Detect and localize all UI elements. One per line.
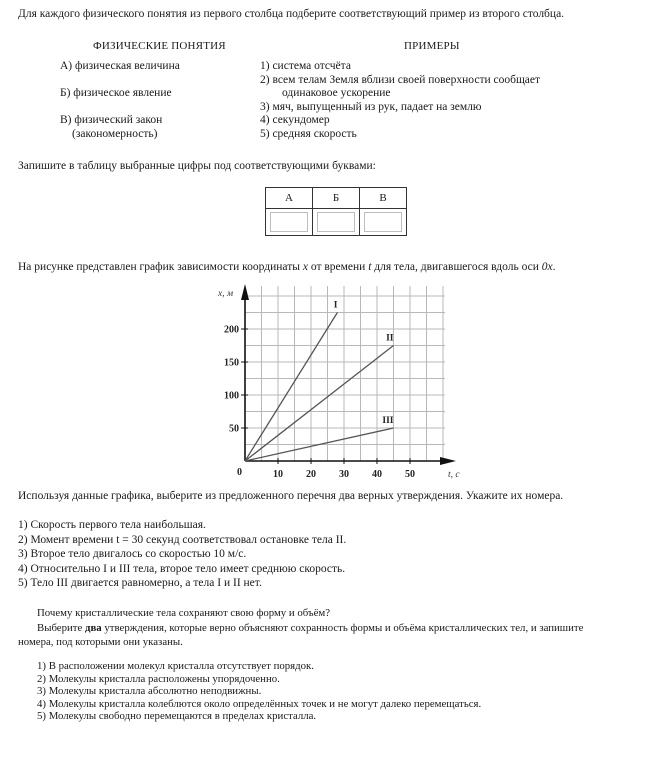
- table-instruction: Запишите в таблицу выбранные цифры под соответствующими буквами:: [18, 160, 376, 172]
- example-item: 1) система отсчёта: [260, 60, 351, 72]
- statement-item: 2) Момент времени t = 30 секунд соответствовал остановке тела II.: [18, 533, 347, 546]
- x-tick-label: 20: [306, 469, 316, 480]
- crystal-option: 2) Молекулы кристалла расположены упорядоченно.: [37, 672, 280, 685]
- task1-instruction: Для каждого физического понятия из первого столбца подберите соответствующий пример из второго столбца.: [18, 8, 565, 20]
- crystal-option: 3) Молекулы кристалла абсолютно неподвижны.: [37, 685, 262, 698]
- x-axis-label: t, с: [448, 470, 460, 480]
- example-item: 2) всем телам Земля вблизи своей поверхности сообщает: [260, 73, 541, 86]
- y-tick-label: 200: [224, 324, 239, 336]
- y-axis-label: x, м: [218, 289, 234, 299]
- crystal-options-list: [37, 660, 481, 723]
- series-label-III: III: [382, 416, 394, 426]
- example-item-continued: одинаковое ускорение: [282, 87, 391, 100]
- crystal-instruction-continued: номера, под которыми они указаны.: [18, 636, 183, 648]
- crystal-question: Почему кристаллические тела сохраняют свою форму и объём?: [37, 607, 330, 619]
- y-axis-arrow: [241, 284, 249, 300]
- examples-list: [260, 60, 540, 142]
- example-item: 3) мяч, выпущенный из рук, падает на землю: [260, 100, 482, 113]
- series-line-I: [245, 313, 337, 462]
- crystal-option: 4) Молекулы кристалла колеблются около определённых точек и не могут далеко перемещаться.: [37, 697, 482, 710]
- chart-ticks: [217, 289, 460, 480]
- y-tick-label: 150: [224, 357, 239, 369]
- series-label-I: I: [333, 300, 338, 311]
- examples-column-header: ПРИМЕРЫ: [404, 40, 460, 52]
- x-tick-label: 50: [405, 469, 415, 480]
- x-tick-label: 30: [339, 469, 349, 480]
- concept-item-note: (закономерность): [72, 127, 158, 140]
- answer-column-header-a: А: [266, 188, 313, 209]
- answer-table: [265, 187, 407, 236]
- x-axis-arrow: [440, 457, 456, 465]
- statement-item: 3) Второе тело двигалось со скоростью 10 м/с.: [18, 548, 247, 561]
- example-item: 5) средняя скорость: [260, 127, 357, 140]
- y-tick-label: 50: [229, 423, 239, 435]
- chart-series: [245, 301, 394, 462]
- concept-item: А) физическая величина: [60, 60, 180, 72]
- x-tick-label: 10: [273, 469, 283, 480]
- graph-instruction: На рисунке представлен график зависимости координаты x от времени t для тела, двигавшегося вдоль оси 0x.: [18, 261, 556, 273]
- chart-grid: [245, 286, 445, 461]
- answer-input-b[interactable]: [317, 212, 355, 232]
- statements-instruction: Используя данные графика, выберите из предложенного перечня два верных утверждения. Укажите их номера.: [18, 490, 564, 502]
- answer-input-a[interactable]: [270, 212, 308, 232]
- answer-column-header-v: В: [360, 188, 407, 209]
- series-label-II: II: [386, 333, 394, 344]
- example-item: 4) секундомер: [260, 114, 330, 127]
- origin-label: 0: [237, 467, 242, 478]
- concept-item: Б) физическое явление: [60, 87, 172, 100]
- statement-item: 4) Относительно I и III тела, второе тело имеет среднюю скорость.: [18, 562, 346, 575]
- series-line-II: [245, 346, 394, 462]
- concept-item: В) физический закон: [60, 114, 163, 127]
- position-time-chart: [200, 280, 470, 480]
- statement-item: 1) Скорость первого тела наибольшая.: [18, 519, 206, 531]
- concepts-list: [60, 60, 180, 142]
- statements-list: [18, 518, 346, 591]
- crystal-option: 5) Молекулы свободно перемещаются в пределах кристалла.: [37, 710, 317, 723]
- answer-input-v[interactable]: [364, 212, 402, 232]
- y-tick-label: 100: [224, 390, 239, 402]
- crystal-option: 1) В расположении молекул кристалла отсутствует порядок.: [37, 660, 314, 672]
- answer-column-header-b: Б: [313, 188, 360, 209]
- x-tick-label: 40: [372, 469, 382, 480]
- statement-item: 5) Тело III двигается равномерно, а тела I и II нет.: [18, 577, 262, 590]
- crystal-instruction: Выберите два утверждения, которые верно объясняют сохранность формы и объёма кристаллических тел, и запишите: [37, 622, 584, 634]
- concepts-column-header: ФИЗИЧЕСКИЕ ПОНЯТИЯ: [93, 40, 226, 52]
